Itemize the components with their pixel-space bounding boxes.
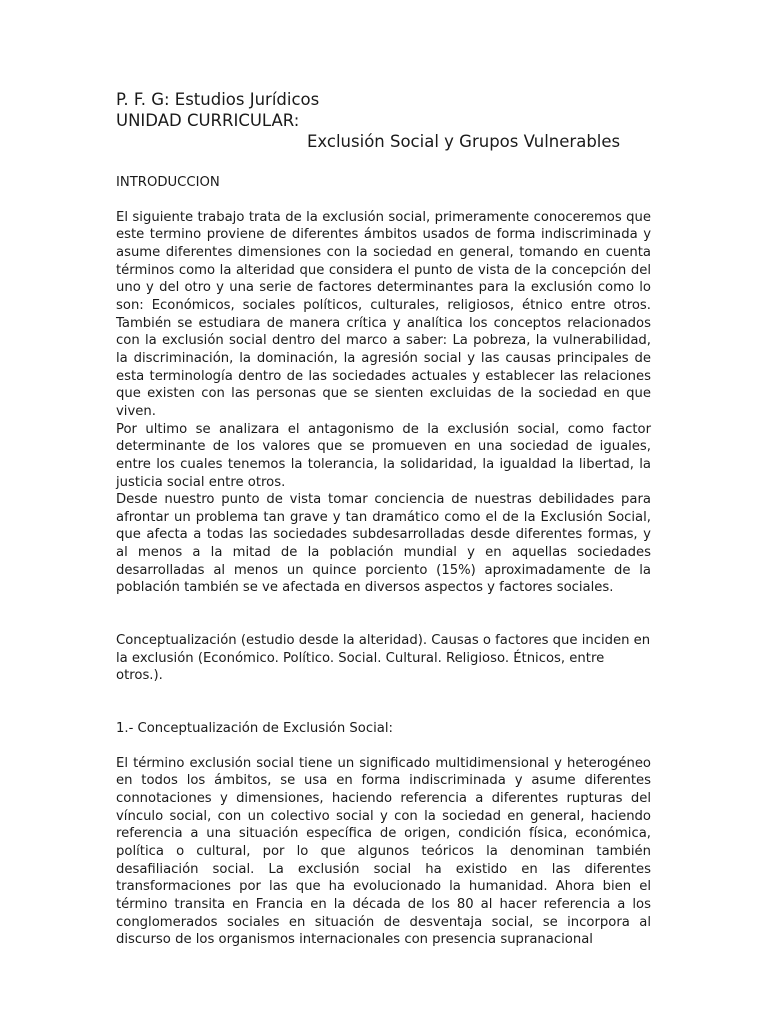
- unit-title: Exclusión Social y Grupos Vulnerables: [307, 132, 621, 151]
- section1-paragraph: El término exclusión social tiene un significado multidimensional y heterogéneo en todos los ámbitos, se usa en forma indiscriminada y asume diferentes connotaciones y dimensiones, haciendo referencia a diferentes rupturas del vínculo social, con un colectivo social y con la sociedad en general, haciendo referencia a una situación específica de origen, condición física, económica, política o cultural, por lo que algunos teóricos la denominan también desafiliación social. La exclusión social ha existido en las diferentes transformaciones por las que ha evolucionado la humanidad. Ahora bien el término transita en Francia en la década de los 80 al hacer referencia a los conglomerados sociales en situación de desventaja social, se incorpora al discurso de los organismos internacionales con presencia supranacional: [116, 755, 651, 948]
- intro-paragraph-2: Por ultimo se analizara el antagonismo de la exclusión social, como factor determinante de los valores que se promueven en una sociedad de iguales, entre los cuales tenemos la tolerancia, la solidaridad, la igualdad la libertad, la justicia social entre otros.: [116, 421, 651, 490]
- intro-paragraph-1: El siguiente trabajo trata de la exclusión social, primeramente conoceremos que este termino proviene de diferentes ámbitos usados de forma indiscriminada y asume diferentes dimensiones con la sociedad en general, tomando en cuenta términos como la alteridad que considera el punto de vista de la concepción del uno y del otro y una serie de factores determinantes para la exclusión como lo son: Económicos, sociales políticos, culturales, religiosos, étnico entre otros. También se estudiara de manera crítica y analítica los conceptos relacionados con la exclusión social dentro del marco a saber: La pobreza, la vulnerabilidad, la discriminación, la dominación, la agresión social y las causas principales de esta terminología dentro de las sociedades actuales y establecer las relaciones que existen con las personas que se sienten excluidas de la sociedad en que viven.: [116, 209, 651, 419]
- document-page: [116, 89, 651, 949]
- program-title: P. F. G: Estudios Jurídicos: [116, 90, 320, 109]
- section1-heading: 1.- Conceptualización de Exclusión Social:: [116, 721, 393, 737]
- conceptual-heading: Conceptualización (estudio desde la alteridad). Causas o factores que inciden en la exclusión (Económico. Político. Social. Cultural. Religioso. Étnicos, entre otros.).: [116, 633, 651, 684]
- unit-label: UNIDAD CURRICULAR:: [116, 111, 300, 130]
- intro-heading: INTRODUCCION: [116, 175, 220, 190]
- intro-paragraph-3: Desde nuestro punto de vista tomar conciencia de nuestras debilidades para afrontar un problema tan grave y tan dramático como el de la Exclusión Social, que afecta a todas las sociedades subdesarrolladas desde diferentes formas, y al menos a la mitad de la población mundial y en aquellas sociedades desarrolladas al menos un quince porciento (15%) aproximadamente de la población también se ve afectada en diversos aspectos y factores sociales.: [116, 492, 651, 596]
